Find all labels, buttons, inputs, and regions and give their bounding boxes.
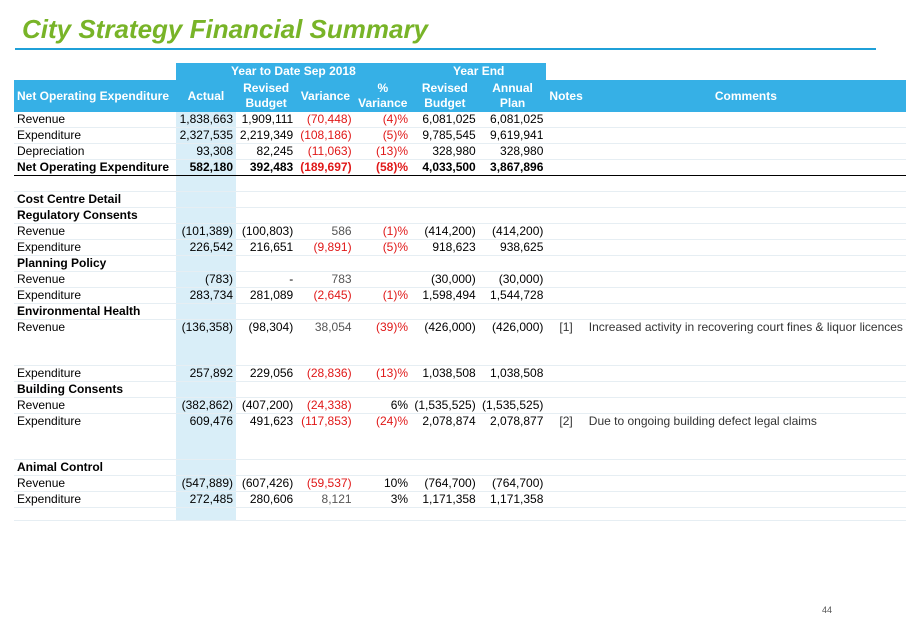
section-heading: Planning Policy xyxy=(14,256,176,272)
revised-budget-value: 216,651 xyxy=(236,240,296,256)
note-ref xyxy=(546,366,585,382)
group-header-row xyxy=(14,63,906,80)
note-ref xyxy=(546,476,585,492)
row-label: Expenditure xyxy=(14,240,176,256)
revised-budget-value: 281,089 xyxy=(236,288,296,304)
section-heading: Environmental Health xyxy=(14,304,176,320)
variance-value: 38,054 xyxy=(296,320,354,366)
comment-text xyxy=(586,288,906,304)
ye-revised-budget-value: (1,535,525) xyxy=(411,398,479,414)
actual-value: 283,734 xyxy=(176,288,236,304)
actual-value: 272,485 xyxy=(176,492,236,508)
table-row xyxy=(14,414,906,460)
variance-value: (117,853) xyxy=(296,414,354,460)
annual-plan-value: (30,000) xyxy=(479,272,547,288)
section-heading-row xyxy=(14,256,906,272)
table-row xyxy=(14,224,906,240)
col-header-notes: Notes xyxy=(546,80,585,112)
row-label: Net Operating Expenditure xyxy=(14,160,176,176)
pct-variance-value: 10% xyxy=(355,476,411,492)
comment-text xyxy=(586,144,906,160)
comment-text xyxy=(586,112,906,128)
col-header-pct-variance: % Variance xyxy=(355,80,411,112)
pct-variance-value: (13)% xyxy=(355,144,411,160)
table-row xyxy=(14,366,906,382)
variance-value: (9,891) xyxy=(296,240,354,256)
row-label: Revenue xyxy=(14,224,176,240)
actual-value: (547,889) xyxy=(176,476,236,492)
section-heading: Regulatory Consents xyxy=(14,208,176,224)
row-label: Expenditure xyxy=(14,128,176,144)
spacer-row xyxy=(14,508,906,521)
annual-plan-value: (764,700) xyxy=(479,476,547,492)
revised-budget-value: 2,219,349 xyxy=(236,128,296,144)
pct-variance-value: (39)% xyxy=(355,320,411,366)
comment-text xyxy=(586,240,906,256)
pct-variance-value: (1)% xyxy=(355,288,411,304)
pct-variance-value: (24)% xyxy=(355,414,411,460)
col-header-variance: Variance xyxy=(296,80,354,112)
section-heading-row xyxy=(14,304,906,320)
note-ref xyxy=(546,240,585,256)
table-row xyxy=(14,272,906,288)
table-row xyxy=(14,288,906,304)
variance-value: 8,121 xyxy=(296,492,354,508)
col-header-annual-plan: Annual Plan xyxy=(479,80,547,112)
comment-text xyxy=(586,224,906,240)
variance-value: 783 xyxy=(296,272,354,288)
pct-variance-value: (5)% xyxy=(355,240,411,256)
table-row xyxy=(14,398,906,414)
note-ref: [2] xyxy=(546,414,585,460)
title-divider xyxy=(15,48,876,50)
revised-budget-value: 280,606 xyxy=(236,492,296,508)
total-row xyxy=(14,160,906,176)
note-ref: [1] xyxy=(546,320,585,366)
ytd-group-header: Year to Date Sep 2018 xyxy=(176,63,411,80)
table-row xyxy=(14,240,906,256)
variance-value: (24,338) xyxy=(296,398,354,414)
row-label: Revenue xyxy=(14,320,176,366)
comment-text: Due to ongoing building defect legal claims xyxy=(586,414,906,460)
note-ref xyxy=(546,272,585,288)
row-label: Expenditure xyxy=(14,414,176,460)
section-heading: Building Consents xyxy=(14,382,176,398)
revised-budget-value: 229,056 xyxy=(236,366,296,382)
annual-plan-value: 938,625 xyxy=(479,240,547,256)
pct-variance-value: (58)% xyxy=(355,160,411,176)
revised-budget-value: 1,909,111 xyxy=(236,112,296,128)
row-label: Expenditure xyxy=(14,288,176,304)
ye-revised-budget-value: 4,033,500 xyxy=(411,160,479,176)
annual-plan-value: 6,081,025 xyxy=(479,112,547,128)
comment-text xyxy=(586,160,906,176)
note-ref xyxy=(546,144,585,160)
column-header-row xyxy=(14,80,906,112)
financial-summary-table xyxy=(14,63,906,521)
annual-plan-value: (426,000) xyxy=(479,320,547,366)
revised-budget-value: 82,245 xyxy=(236,144,296,160)
actual-value: (101,389) xyxy=(176,224,236,240)
actual-value: 582,180 xyxy=(176,160,236,176)
col-header-comments: Comments xyxy=(586,80,906,112)
table-body xyxy=(14,112,906,521)
comment-text xyxy=(586,366,906,382)
variance-value: (2,645) xyxy=(296,288,354,304)
comment-text xyxy=(586,476,906,492)
annual-plan-value: 1,544,728 xyxy=(479,288,547,304)
annual-plan-value: (414,200) xyxy=(479,224,547,240)
pct-variance-value: 6% xyxy=(355,398,411,414)
revised-budget-value: 392,483 xyxy=(236,160,296,176)
table-row xyxy=(14,320,906,366)
col-header-actual: Actual xyxy=(176,80,236,112)
ye-revised-budget-value: 1,038,508 xyxy=(411,366,479,382)
ye-revised-budget-value: 1,171,358 xyxy=(411,492,479,508)
actual-value: 93,308 xyxy=(176,144,236,160)
revised-budget-value: - xyxy=(236,272,296,288)
comment-text xyxy=(586,272,906,288)
section-heading: Cost Centre Detail xyxy=(14,192,176,208)
pct-variance-value: (4)% xyxy=(355,112,411,128)
note-ref xyxy=(546,224,585,240)
revised-budget-value: (98,304) xyxy=(236,320,296,366)
pct-variance-value: (13)% xyxy=(355,366,411,382)
col-header-revised-budget: Revised Budget xyxy=(236,80,296,112)
section-heading-row xyxy=(14,382,906,398)
section-heading-row xyxy=(14,208,906,224)
ye-revised-budget-value: 918,623 xyxy=(411,240,479,256)
summary-row xyxy=(14,112,906,128)
variance-value: (59,537) xyxy=(296,476,354,492)
col-header-net-operating-expenditure: Net Operating Expenditure xyxy=(14,80,176,112)
pct-variance-value: 3% xyxy=(355,492,411,508)
annual-plan-value: 3,867,896 xyxy=(479,160,547,176)
note-ref xyxy=(546,160,585,176)
summary-row xyxy=(14,144,906,160)
ye-revised-budget-value: 2,078,874 xyxy=(411,414,479,460)
actual-value: 2,327,535 xyxy=(176,128,236,144)
comment-text xyxy=(586,398,906,414)
variance-value: (28,836) xyxy=(296,366,354,382)
ye-revised-budget-value: 328,980 xyxy=(411,144,479,160)
actual-value: (136,358) xyxy=(176,320,236,366)
table-row xyxy=(14,476,906,492)
comment-text: Increased activity in recovering court fines & liquor licences xyxy=(586,320,906,366)
variance-value: (108,186) xyxy=(296,128,354,144)
note-ref xyxy=(546,128,585,144)
year-end-group-header: Year End xyxy=(411,63,546,80)
note-ref xyxy=(546,288,585,304)
row-label: Depreciation xyxy=(14,144,176,160)
pct-variance-value: (1)% xyxy=(355,224,411,240)
table-row xyxy=(14,492,906,508)
variance-value: (11,063) xyxy=(296,144,354,160)
ye-revised-budget-value: (426,000) xyxy=(411,320,479,366)
annual-plan-value: 1,171,358 xyxy=(479,492,547,508)
note-ref xyxy=(546,112,585,128)
actual-value: (382,862) xyxy=(176,398,236,414)
row-label: Expenditure xyxy=(14,366,176,382)
actual-value: 1,838,663 xyxy=(176,112,236,128)
ye-revised-budget-value: 1,598,494 xyxy=(411,288,479,304)
variance-value: (189,697) xyxy=(296,160,354,176)
col-header-ye-revised-budget: Revised Budget xyxy=(411,80,479,112)
actual-value: 257,892 xyxy=(176,366,236,382)
section-heading-row xyxy=(14,460,906,476)
revised-budget-value: 491,623 xyxy=(236,414,296,460)
ye-revised-budget-value: (764,700) xyxy=(411,476,479,492)
comment-text xyxy=(586,492,906,508)
note-ref xyxy=(546,492,585,508)
revised-budget-value: (407,200) xyxy=(236,398,296,414)
page-title: City Strategy Financial Summary xyxy=(22,14,429,44)
annual-plan-value: 9,619,941 xyxy=(479,128,547,144)
row-label: Revenue xyxy=(14,476,176,492)
comment-text xyxy=(586,128,906,144)
row-label: Revenue xyxy=(14,398,176,414)
actual-value: (783) xyxy=(176,272,236,288)
ye-revised-budget-value: 9,785,545 xyxy=(411,128,479,144)
note-ref xyxy=(546,398,585,414)
annual-plan-value: 2,078,877 xyxy=(479,414,547,460)
annual-plan-value: 1,038,508 xyxy=(479,366,547,382)
pct-variance-value xyxy=(355,272,411,288)
ye-revised-budget-value: (30,000) xyxy=(411,272,479,288)
row-label: Revenue xyxy=(14,272,176,288)
annual-plan-value: 328,980 xyxy=(479,144,547,160)
cost-centre-detail-heading xyxy=(14,192,906,208)
variance-value: 586 xyxy=(296,224,354,240)
page-number: 44 xyxy=(822,605,833,615)
variance-value: (70,448) xyxy=(296,112,354,128)
ye-revised-budget-value: 6,081,025 xyxy=(411,112,479,128)
row-label: Revenue xyxy=(14,112,176,128)
section-heading: Animal Control xyxy=(14,460,176,476)
annual-plan-value: (1,535,525) xyxy=(479,398,547,414)
actual-value: 226,542 xyxy=(176,240,236,256)
revised-budget-value: (100,803) xyxy=(236,224,296,240)
ye-revised-budget-value: (414,200) xyxy=(411,224,479,240)
revised-budget-value: (607,426) xyxy=(236,476,296,492)
summary-row xyxy=(14,128,906,144)
spacer-row xyxy=(14,176,906,192)
row-label: Expenditure xyxy=(14,492,176,508)
pct-variance-value: (5)% xyxy=(355,128,411,144)
actual-value: 609,476 xyxy=(176,414,236,460)
